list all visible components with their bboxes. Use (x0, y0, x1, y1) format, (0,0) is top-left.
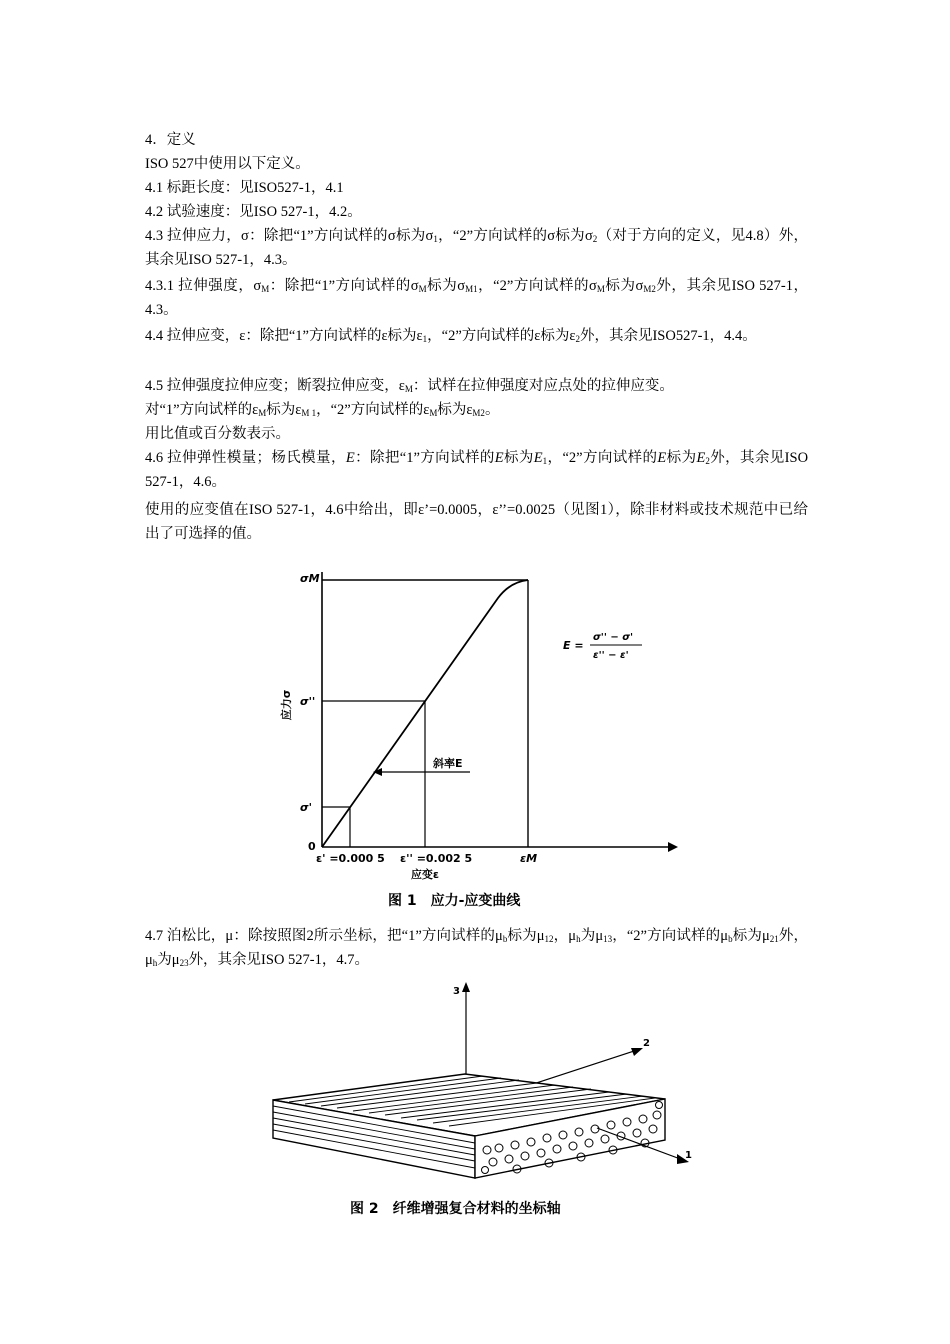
axis-1-label: 1 (685, 1150, 692, 1161)
y-tick-sigma-m: σM (300, 572, 320, 585)
section-intro: ISO 527中使用以下定义。 (145, 156, 310, 172)
definition-4-6-strain-values: 使用的应变值在ISO 527-1，4.6中给出，即ε’=0.0005，ε’’=0.0025（见图1），除非材料或技术规范中已给出了可选择的值。 (145, 502, 808, 542)
figure1-caption: 图 1 应力-应变曲线 (388, 893, 521, 909)
definition-4-5-line2: 对“1”方向试样的$\varepsilon_M$标为$\varepsilon_{M 1}$，“2”方向试样的$\varepsilon_M$标为$\varepsilon_{M2}$。 (145, 402, 500, 418)
definition-4-5: 4.5 拉伸强度拉伸应变；断裂拉伸应变，$\varepsilon_M$：试样在拉伸强度对应点处的拉伸应变。 (145, 378, 674, 394)
axis-3-arrow-icon (462, 982, 470, 992)
definition-4-1: 4.1 标距长度：见ISO527-1，4.1 (145, 180, 344, 196)
x-axis-arrow-icon (668, 842, 678, 852)
definition-4-3-1: 4.3.1 拉伸强度，$\sigma_M$：除把“1”方向试样的$\sigma_M$标为$\sigma_{M1}$，“2”方向试样的$\sigma_M$标为$\sigma_{M2}$外，其余见ISO 527-1，4.3。 (145, 278, 809, 318)
composite-axes-figure (265, 978, 705, 1196)
stress-strain-figure (270, 560, 680, 880)
x-tick-epsilon-m: εM (520, 852, 538, 865)
section-heading: 4．定义 (145, 132, 196, 148)
definition-4-6: 4.6 拉伸弹性模量；杨氏模量，E：除把“1”方向试样的E标为$E_1$，“2”方向试样的E标为$E_2$外，其余见ISO 527-1，4.6。 (145, 450, 809, 490)
axis-2-label: 2 (643, 1038, 650, 1049)
x-axis-label: 应变ε (410, 868, 440, 880)
axis-2-arrow-icon (631, 1048, 643, 1056)
formula-denominator: ε'' − ε' (593, 650, 629, 661)
slope-label: 斜率E (433, 757, 463, 770)
x-tick-epsilon-prime: ε' =0.000 5 (316, 852, 385, 865)
y-tick-sigma-double-prime: σ'' (300, 695, 316, 708)
y-axis-label: 应力σ (280, 689, 293, 721)
x-tick-epsilon-double-prime: ε'' =0.002 5 (400, 852, 473, 865)
definition-4-5-line3: 用比值或百分数表示。 (145, 426, 290, 442)
y-tick-origin: 0 (308, 840, 316, 853)
definition-4-7: 4.7 泊松比，μ：除按照图2所示坐标，把“1”方向试样的$\mu_b$标为$\mu_{12}$，$\mu_h$为$\mu_{13}$，“2”方向试样的$\mu_b$标为$\mu_{21}$外，$\mu_h$为$\mu_{23}$外，其余见ISO 527-1，4.7。 (145, 928, 808, 968)
definition-4-4: 4.4 拉伸应变，ε：除把“1”方向试样的ε标为$\varepsilon_1$，“2”方向试样的ε标为$\varepsilon_2$外，其余见ISO527-1，4.4。 (145, 328, 757, 344)
formula-lhs: E = (563, 639, 584, 652)
formula-numerator: σ'' − σ' (593, 632, 634, 643)
y-tick-sigma-prime: σ' (300, 801, 312, 814)
definition-4-3: 4.3 拉伸应力，σ：除把“1”方向试样的σ标为$\sigma_1$，“2”方向试样的σ标为$\sigma_2$（对于方向的定义，见4.8）外，其余见ISO 527-1，4.3。 (145, 228, 808, 268)
definition-4-2: 4.2 试验速度：见ISO 527-1，4.2。 (145, 204, 362, 220)
axis-3-label: 3 (453, 986, 460, 997)
figure2-caption: 图 2 纤维增强复合材料的坐标轴 (350, 1201, 561, 1217)
